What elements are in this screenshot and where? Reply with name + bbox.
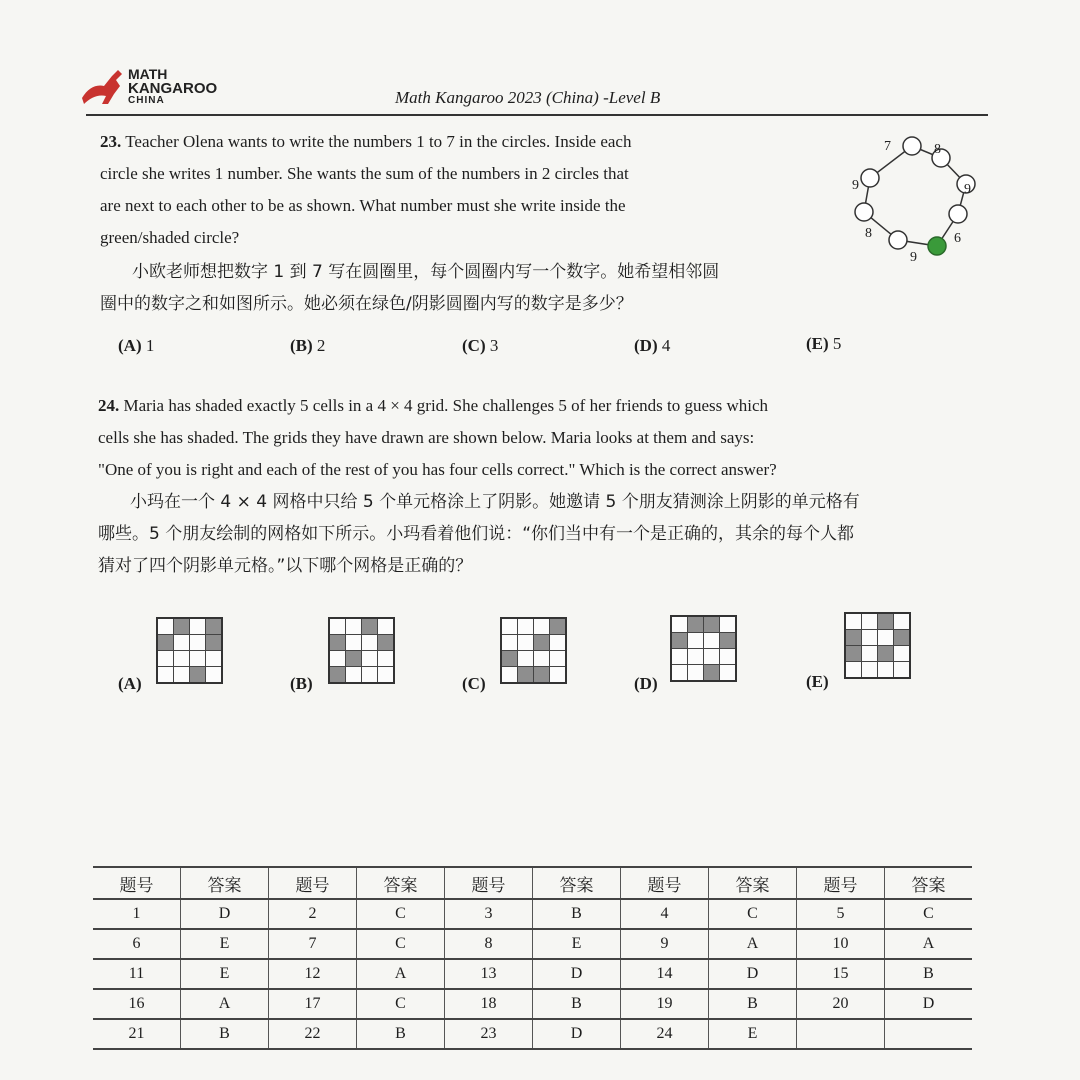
question-number-cell: 8 — [445, 929, 533, 959]
question-24-chinese — [98, 486, 990, 582]
q23-line: are next to each other to be as shown. What number must she write inside the — [100, 196, 626, 215]
q24-line: Maria has shaded exactly 5 cells in a 4 × 4 grid. She challenges 5 of her friends to guess which — [123, 396, 769, 415]
answer-cell: D — [885, 989, 973, 1019]
q23-line: Teacher Olena wants to write the numbers 1 to 7 in the circles. Inside each — [125, 132, 632, 151]
answer-cell: C — [709, 899, 797, 929]
question-number-cell: 21 — [93, 1019, 181, 1049]
answer-table-row — [93, 1019, 972, 1049]
grid-cell — [362, 667, 378, 684]
answer-table-header-cell: 答案 — [181, 867, 269, 899]
grid-cell — [174, 651, 190, 667]
shaded-cell — [501, 651, 518, 667]
q24-option-b-grid[interactable] — [328, 617, 395, 684]
question-number-cell: 10 — [797, 929, 885, 959]
grid-cell — [206, 667, 223, 684]
answer-key-table — [93, 866, 972, 1050]
grid-cell — [518, 618, 534, 635]
grid-cell — [157, 618, 174, 635]
grid-cell — [378, 618, 395, 635]
grid-cell — [862, 662, 878, 679]
page-header-title: Math Kangaroo 2023 (China) -Level B — [395, 88, 661, 107]
grid-cell — [174, 635, 190, 651]
answer-cell: B — [181, 1019, 269, 1049]
answer-table-header-cell: 题号 — [93, 867, 181, 899]
shaded-cell — [157, 635, 174, 651]
grid-cell — [862, 630, 878, 646]
question-number-cell: 9 — [621, 929, 709, 959]
question-23-text — [100, 126, 830, 254]
answer-cell: B — [357, 1019, 445, 1049]
q24-option-e-label[interactable]: (E) — [806, 672, 829, 691]
shaded-cell — [378, 635, 395, 651]
grid-cell — [550, 667, 567, 684]
question-23-chinese — [100, 256, 832, 320]
answer-table-header-cell: 答案 — [885, 867, 973, 899]
grid-cell — [550, 635, 567, 651]
shaded-cell — [845, 646, 862, 662]
grid-cell — [378, 651, 395, 667]
sum-label: 8 — [865, 226, 872, 241]
question-number-cell: 2 — [269, 899, 357, 929]
grid-cell — [518, 635, 534, 651]
grid-cell — [206, 651, 223, 667]
grid-cell — [346, 635, 362, 651]
q24-option-d-grid[interactable] — [670, 615, 737, 682]
sum-label: 6 — [954, 231, 961, 246]
option-label: (C) — [462, 336, 486, 355]
q23-option-e[interactable] — [806, 334, 841, 354]
grid-cell — [190, 635, 206, 651]
grid-cell — [894, 646, 911, 662]
answer-cell: A — [357, 959, 445, 989]
logo-text-kangaroo: KANGAROO — [128, 80, 218, 97]
question-number-cell: 18 — [445, 989, 533, 1019]
q23-cn-line: 圈中的数字之和如图所示。她必须在绿色/阴影圆圈内写的数字是多少？ — [100, 294, 633, 314]
answer-table-header-cell: 答案 — [357, 867, 445, 899]
q24-cn-line: 猜对了四个阴影单元格。”以下哪个网格是正确的？ — [98, 556, 473, 576]
answer-cell: C — [885, 899, 973, 929]
question-number-cell: 13 — [445, 959, 533, 989]
grid-cell — [378, 667, 395, 684]
q24-option-a-grid[interactable] — [156, 617, 223, 684]
grid-cell — [720, 649, 737, 665]
sum-label: 7 — [884, 139, 891, 154]
shaded-cell — [346, 651, 362, 667]
q23-option-c[interactable] — [462, 336, 498, 356]
number-circle — [855, 203, 873, 221]
number-circle — [949, 205, 967, 223]
grid-cell — [720, 616, 737, 633]
answer-cell: A — [181, 989, 269, 1019]
question-number-cell: 23 — [445, 1019, 533, 1049]
answer-cell: C — [357, 989, 445, 1019]
grid-cell — [518, 651, 534, 667]
answer-cell: E — [709, 1019, 797, 1049]
shaded-cell — [206, 618, 223, 635]
answer-cell: B — [533, 989, 621, 1019]
option-label: (D) — [634, 336, 658, 355]
question-23-number: 23. — [100, 132, 122, 151]
shaded-cell — [894, 630, 911, 646]
grid-cell — [501, 635, 518, 651]
option-value: 1 — [145, 336, 155, 355]
shaded-cell — [845, 630, 862, 646]
grid-cell — [174, 667, 190, 684]
grid-cell — [362, 651, 378, 667]
grid-cell — [894, 613, 911, 630]
sum-label: 9 — [852, 178, 859, 193]
grid-cell — [534, 618, 550, 635]
shaded-cell — [174, 618, 190, 635]
question-number-cell: 16 — [93, 989, 181, 1019]
grid-cell — [346, 618, 362, 635]
answer-cell: A — [709, 929, 797, 959]
answer-table-header-cell: 题号 — [445, 867, 533, 899]
question-24-text — [98, 390, 998, 486]
answer-cell: E — [181, 929, 269, 959]
option-value: 5 — [832, 334, 842, 353]
grid-cell — [534, 651, 550, 667]
grid-cell — [671, 616, 688, 633]
grid-cell — [894, 662, 911, 679]
circle-ring-diagram — [840, 128, 990, 268]
grid-cell — [862, 646, 878, 662]
grid-cell — [688, 665, 704, 682]
shaded-cell — [190, 667, 206, 684]
kangaroo-icon — [78, 64, 128, 110]
grid-cell — [862, 613, 878, 630]
question-24-number: 24. — [98, 396, 120, 415]
shaded-cell — [704, 616, 720, 633]
shaded-cell — [704, 665, 720, 682]
question-number-cell: 24 — [621, 1019, 709, 1049]
shaded-circle — [928, 237, 946, 255]
q24-line: cells she has shaded. The grids they have drawn are shown below. Maria looks at them and says: — [98, 428, 755, 447]
question-number-cell: 3 — [445, 899, 533, 929]
question-number-cell: 19 — [621, 989, 709, 1019]
answer-cell: D — [533, 1019, 621, 1049]
shaded-cell — [878, 646, 894, 662]
grid-cell — [157, 651, 174, 667]
answer-cell: C — [357, 899, 445, 929]
shaded-cell — [688, 616, 704, 633]
answer-cell: D — [181, 899, 269, 929]
grid-cell — [362, 635, 378, 651]
shaded-cell — [206, 635, 223, 651]
grid-cell — [157, 667, 174, 684]
sum-label: 9 — [910, 250, 917, 265]
q24-cn-line: 小玛在一个 4 × 4 网格中只给 5 个单元格涂上了阴影。她邀请 5 个朋友猜测涂上阴影的单元格有 — [130, 492, 860, 512]
option-label: (B) — [290, 336, 313, 355]
grid-cell — [190, 651, 206, 667]
math-kangaroo-logo — [78, 64, 228, 110]
shaded-cell — [720, 633, 737, 649]
grid-cell — [190, 618, 206, 635]
answer-cell: C — [357, 929, 445, 959]
logo-text-china: CHINA — [128, 95, 165, 106]
sum-label: 9 — [964, 182, 971, 197]
q24-cn-line: 哪些。5 个朋友绘制的网格如下所示。小玛看着他们说：“你们当中有一个是正确的，其余的每个人都 — [98, 524, 855, 544]
option-value: 3 — [489, 336, 499, 355]
answer-cell: B — [709, 989, 797, 1019]
grid-cell — [671, 649, 688, 665]
q24-option-c-label[interactable]: (C) — [462, 674, 486, 693]
answer-table-row — [93, 989, 972, 1019]
q24-option-b-label[interactable]: (B) — [290, 674, 313, 693]
grid-cell — [878, 662, 894, 679]
question-number-cell: 14 — [621, 959, 709, 989]
header-divider — [86, 114, 988, 116]
grid-cell — [329, 618, 346, 635]
q24-option-c-grid[interactable] — [500, 617, 567, 684]
grid-cell — [688, 649, 704, 665]
grid-cell — [688, 633, 704, 649]
q24-option-e-grid[interactable] — [844, 612, 911, 679]
question-number-cell: 7 — [269, 929, 357, 959]
grid-cell — [704, 633, 720, 649]
question-number-cell: 1 — [93, 899, 181, 929]
question-number-cell: 4 — [621, 899, 709, 929]
question-number-cell: 12 — [269, 959, 357, 989]
grid-cell — [720, 665, 737, 682]
grid-cell — [550, 651, 567, 667]
question-number-cell: 20 — [797, 989, 885, 1019]
q24-line: "One of you is right and each of the rest of you has four cells correct." Which is the correct answer? — [98, 460, 777, 479]
answer-table-header-cell: 题号 — [797, 867, 885, 899]
answer-table-header-row — [93, 867, 972, 899]
grid-cell — [845, 662, 862, 679]
option-label: (E) — [806, 334, 829, 353]
answer-table-header-cell: 题号 — [269, 867, 357, 899]
shaded-cell — [550, 618, 567, 635]
answer-cell — [885, 1019, 973, 1049]
answer-table-header-cell: 题号 — [621, 867, 709, 899]
shaded-cell — [671, 633, 688, 649]
question-number-cell — [797, 1019, 885, 1049]
grid-cell — [329, 651, 346, 667]
answer-cell: A — [885, 929, 973, 959]
question-number-cell: 15 — [797, 959, 885, 989]
shaded-cell — [534, 667, 550, 684]
shaded-cell — [534, 635, 550, 651]
grid-cell — [501, 618, 518, 635]
shaded-cell — [878, 613, 894, 630]
question-number-cell: 22 — [269, 1019, 357, 1049]
shaded-cell — [329, 667, 346, 684]
q23-option-b[interactable] — [290, 336, 325, 356]
grid-cell — [501, 667, 518, 684]
number-circle — [861, 169, 879, 187]
answer-table-header-cell: 答案 — [533, 867, 621, 899]
answer-table-row — [93, 959, 972, 989]
number-circle — [903, 137, 921, 155]
answer-table-row — [93, 929, 972, 959]
question-number-cell: 6 — [93, 929, 181, 959]
question-number-cell: 5 — [797, 899, 885, 929]
option-value: 4 — [661, 336, 671, 355]
logo-text-math: MATH — [128, 66, 168, 82]
answer-cell: B — [533, 899, 621, 929]
answer-table-row — [93, 899, 972, 929]
answer-cell: D — [533, 959, 621, 989]
question-number-cell: 17 — [269, 989, 357, 1019]
number-circle — [889, 231, 907, 249]
q23-option-d[interactable] — [634, 336, 670, 356]
grid-cell — [671, 665, 688, 682]
answer-cell: D — [709, 959, 797, 989]
option-value: 2 — [316, 336, 326, 355]
q23-line: green/shaded circle? — [100, 228, 240, 247]
grid-cell — [845, 613, 862, 630]
grid-cell — [704, 649, 720, 665]
grid-cell — [878, 630, 894, 646]
shaded-cell — [329, 635, 346, 651]
answer-cell: B — [885, 959, 973, 989]
q23-line: circle she writes 1 number. She wants the sum of the numbers in 2 circles that — [100, 164, 629, 183]
answer-cell: E — [533, 929, 621, 959]
q24-option-a-label[interactable]: (A) — [118, 674, 142, 693]
sum-label: 8 — [934, 142, 941, 157]
option-label: (A) — [118, 336, 142, 355]
q23-cn-line: 小欧老师想把数字 1 到 7 写在圆圈里，每个圆圈内写一个数字。她希望相邻圆 — [132, 262, 720, 282]
shaded-cell — [518, 667, 534, 684]
shaded-cell — [362, 618, 378, 635]
answer-table-header-cell: 答案 — [709, 867, 797, 899]
grid-cell — [346, 667, 362, 684]
q23-option-a[interactable] — [118, 336, 154, 356]
q24-option-d-label[interactable]: (D) — [634, 674, 658, 693]
question-number-cell: 11 — [93, 959, 181, 989]
answer-cell: E — [181, 959, 269, 989]
